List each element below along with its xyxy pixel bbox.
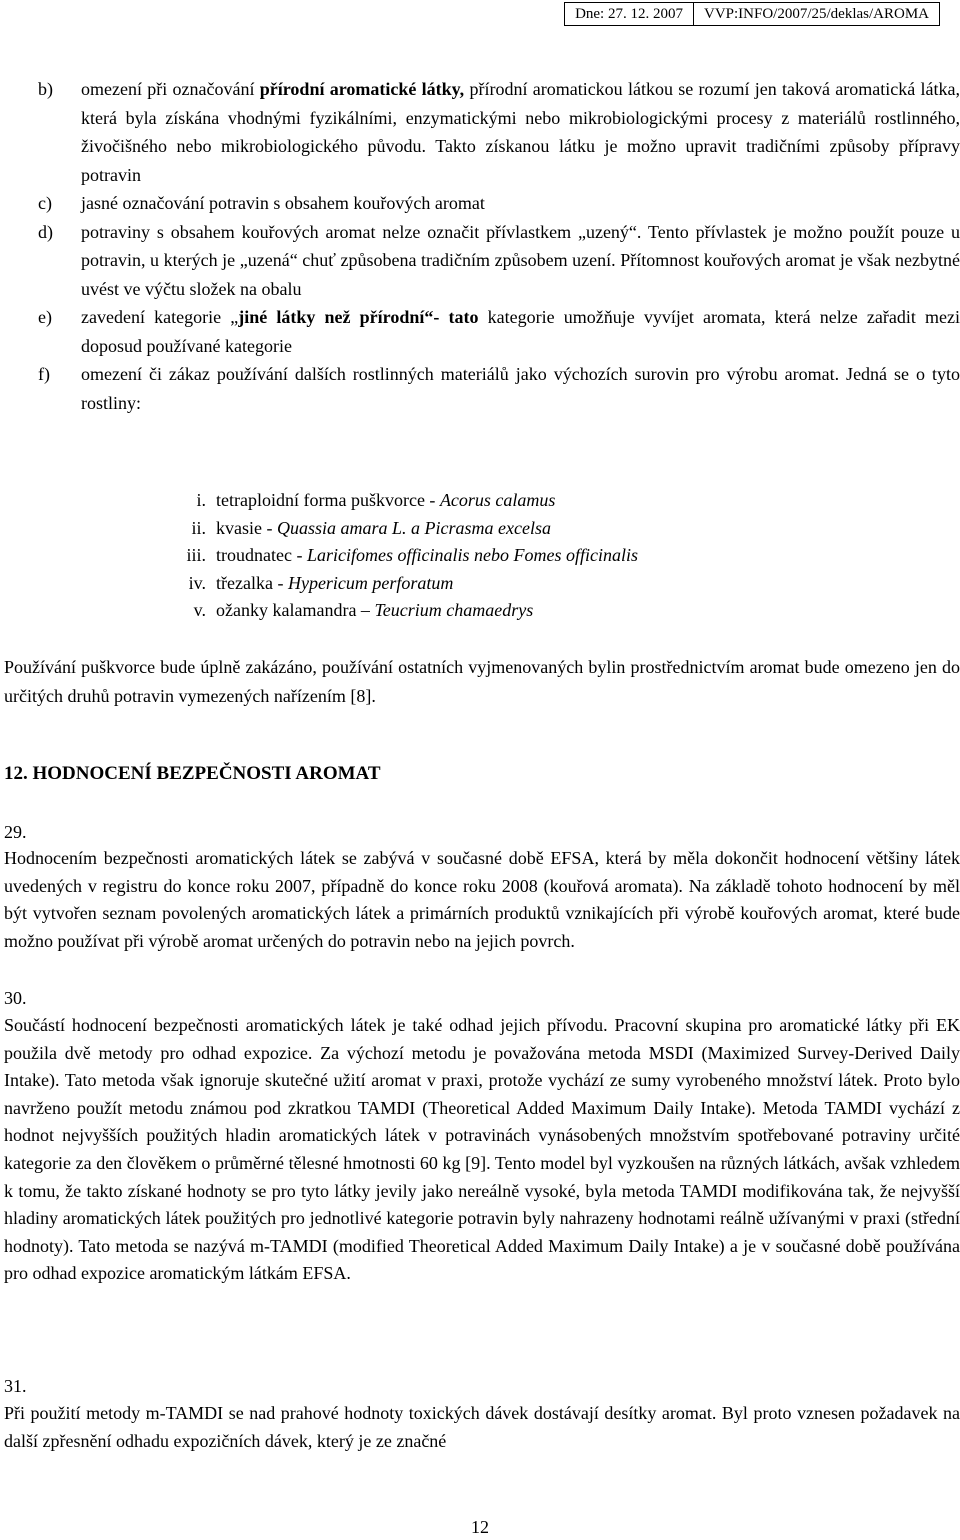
plant-text xyxy=(216,487,555,515)
list-text: jasné označování potravin s obsahem kouřových aromat xyxy=(81,193,485,213)
plant-item xyxy=(150,597,638,625)
plant-latin: Teucrium chamaedrys xyxy=(374,600,534,620)
list-text: omezení či zákaz používání dalších rostlinných materiálů jako výchozích surovin pro výrobu aromat. Jedná se o tyto rostliny: xyxy=(81,364,960,413)
list-label: f) xyxy=(38,364,50,384)
plant-latin: Acorus calamus xyxy=(439,490,556,510)
plant-number: i. xyxy=(196,490,206,510)
plant-number: iv. xyxy=(188,572,206,593)
list-text xyxy=(81,75,960,189)
plant-item xyxy=(150,487,638,515)
plant-name: ožanky kalamandra – xyxy=(216,600,375,620)
text-part: kategorie umožňuje vyvíjet aromata, která nelze zařadit mezi doposud používané kategorie xyxy=(81,307,960,356)
plant-number: iii. xyxy=(186,545,206,565)
plant-latin: Laricifomes officinalis nebo Fomes officinalis xyxy=(306,545,638,565)
plant-text xyxy=(216,542,638,570)
plant-latin: Quassia amara L. a Picrasma excelsa xyxy=(276,517,551,538)
paragraph-after-list: Používání puškvorce bude úplně zakázáno, používání ostatních vyjmenovaných bylin prostřednictvím aromat bude omezeno jen do určitých druhů potravin vymezených nařízením [8]. xyxy=(4,657,960,706)
list-item-e xyxy=(38,303,960,360)
section-number-31: 31. xyxy=(4,1376,27,1396)
header-date: Dne: 27. 12. 2007 xyxy=(575,6,683,22)
plant-text xyxy=(216,515,551,543)
list-text xyxy=(81,303,960,360)
plant-item xyxy=(150,542,638,570)
text-part: zavedení kategorie „ xyxy=(81,307,239,327)
text-part: přírodní aromatickou látkou se rozumí jen taková aromatická látka, která byla získána vhodnými fyzikálními, enzymatickými nebo mikrobiologickými procesy z materiálů rostlinného, živočišného nebo mikrobiologického původu. Takto získanou látku je možno upravit tradičními způsoby přípravy potravin xyxy=(81,79,960,185)
list-item-d xyxy=(38,218,960,304)
plant-name: kvasie - xyxy=(216,517,277,538)
section-heading: 12. HODNOCENÍ BEZPEČNOSTI AROMAT xyxy=(4,763,381,784)
section-text-30: Součástí hodnocení bezpečnosti aromatických látek je také odhad jejich přívodu. Pracovní skupina pro aromatické látky při EK použila dvě metody pro odhad expozice. Za výchozí metodu je považována metoda MSDI (Maximized Survey-Derived Daily Intake). Tato metoda však ignoruje skutečné užití aromat v praxi, protože vychází ze sumy vyrobeného množství látek. Proto bylo navrženo použít metodu známou pod zkratkou TAMDI (Theoretical Added Maximum Daily Intake). Metoda TAMDI vychází z hodnot nejvyšších použitých hladin aromatických látek v potravinách vynásobených množstvím spotřebované potraviny určité kategorie za den člověkem o průměrné tělesné hmotnosti 60 kg [9]. Tento model byl vyzkoušen na různých látkách, avšak vzhledem k tomu, že takto získané hodnoty se pro tyto látky jevily jako nereálně vysoké, byla metoda TAMDI modifikována tak, že nejvyšší hladiny aromatických látek použitých pro jednotlivé kategorie potravin byly nahrazeny hodnotami reálně užívanými v praxi (střední hodnoty). Tato metoda se nazývá m-TAMDI (modified Theoretical Added Maximum Daily Intake) a je v současné době používána pro odhad expozice aromatickým látkám EFSA. xyxy=(4,1015,960,1284)
list-text: potraviny s obsahem kouřových aromat nelze označit přívlastkem „uzený“. Tento přívlastek je možno použít pouze u potravin, u kterých je „uzená“ chuť způsobena tradičním způsobem uzení. Přítomnost kouřových aromat je však nezbytné uvést ve výčtu složek na obalu xyxy=(81,221,960,299)
plant-number: ii. xyxy=(191,517,206,538)
plant-text xyxy=(216,597,533,625)
plant-item xyxy=(150,515,638,543)
section-text-29: Hodnocením bezpečnosti aromatických látek se zabývá v současné době EFSA, která by měla dokončit hodnocení většiny látek uvedených v registru do konce roku 2007, případně do konce roku 2008 (kouřová aromata). Na základě tohoto hodnocení by měl být vytvořen seznam povolených aromatických látek a primárních produktů vznikajících při výrobě kouřových aromat, které bude možno používat při výrobě aromat určených do potravin nebo na jejich povrch. xyxy=(4,848,960,951)
header-reference: VVP:INFO/2007/25/deklas/AROMA xyxy=(693,3,939,25)
plant-list xyxy=(150,487,638,625)
list-item-f xyxy=(38,360,960,417)
document-header xyxy=(564,2,940,26)
section-number-29: 29. xyxy=(4,822,27,842)
section-number-30: 30. xyxy=(4,988,27,1008)
list-item-c xyxy=(38,189,960,218)
list-item-b xyxy=(38,75,960,189)
plant-text xyxy=(216,570,453,598)
bold-term: přírodní aromatické látky, xyxy=(259,79,465,99)
plant-latin: Hypericum perforatum xyxy=(287,572,454,593)
plant-number: v. xyxy=(193,600,206,620)
regulation-list xyxy=(38,75,960,417)
list-label: d) xyxy=(38,221,53,242)
plant-name: tetraploidní forma puškvorce - xyxy=(216,490,440,510)
page-number: 12 xyxy=(471,1517,489,1537)
text-part: omezení při označování xyxy=(81,79,260,99)
list-label: e) xyxy=(38,307,52,327)
plant-name: třezalka - xyxy=(216,572,288,593)
list-label: b) xyxy=(38,79,53,99)
plant-name: troudnatec - xyxy=(216,545,307,565)
section-text-31: Při použití metody m-TAMDI se nad prahové hodnoty toxických dávek dostávají desítky aromat. Byl proto vznesen požadavek na další zpřesnění odhadu expozičních dávek, který je ze značné xyxy=(4,1403,960,1451)
bold-term: jiné látky než přírodní“- tato xyxy=(238,307,479,327)
list-label: c) xyxy=(38,193,52,213)
plant-item xyxy=(150,570,638,598)
